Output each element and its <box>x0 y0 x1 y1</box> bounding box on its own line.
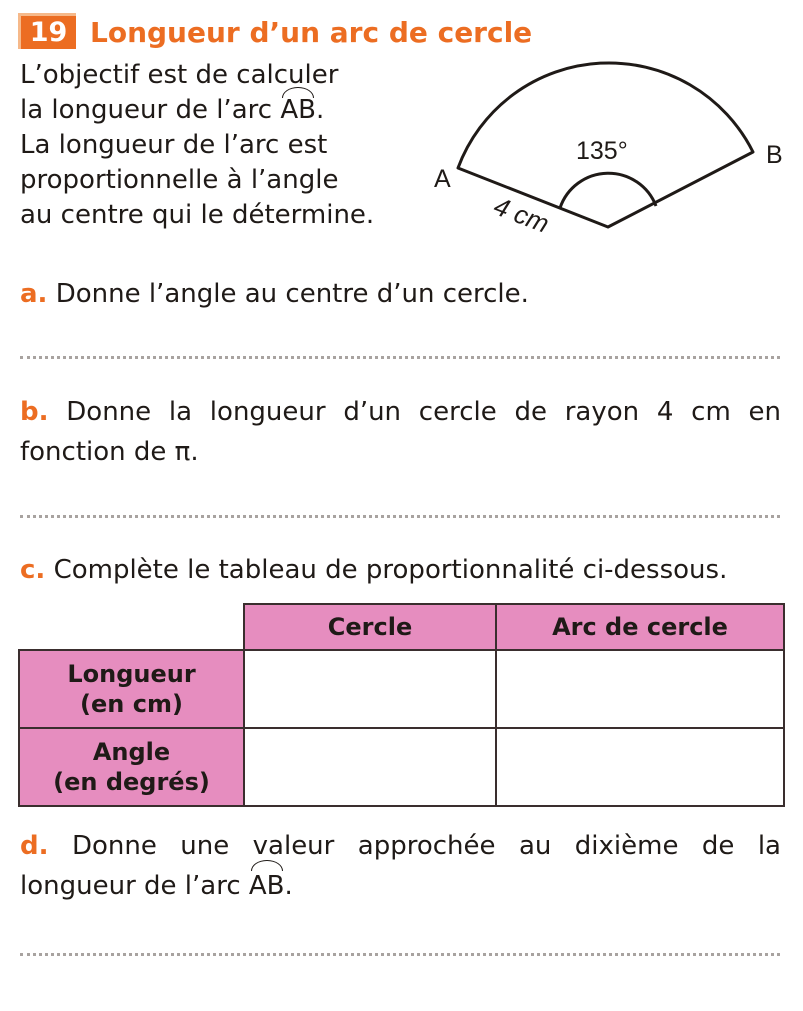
point-b-label: B <box>766 141 783 169</box>
arc-ab-notation: AB <box>280 93 316 128</box>
question-c <box>20 550 781 590</box>
col-header-cercle: Cercle <box>244 604 496 650</box>
table-corner <box>19 604 244 650</box>
cell-longueur-cercle[interactable] <box>244 650 496 728</box>
intro-line-punct: . <box>315 95 325 125</box>
angle-label: 135° <box>576 137 628 165</box>
cell-angle-cercle[interactable] <box>244 728 496 806</box>
cell-longueur-arc[interactable] <box>496 650 784 728</box>
question-d-text: Donne une valeur approchée au dixième de la longueur de l’arc <box>20 831 781 901</box>
question-d <box>20 826 781 906</box>
radius-label: 4 cm <box>489 190 554 239</box>
arc-ab-notation: AB <box>249 866 285 906</box>
row-header-angle <box>19 728 244 806</box>
exercise-number-badge <box>18 13 78 51</box>
intro-line: L’objectif est de calculer <box>20 60 339 90</box>
question-a <box>20 274 781 314</box>
question-d-punct: . <box>284 871 293 901</box>
answer-line-d[interactable] <box>20 953 780 956</box>
row-header-line: (en degrés) <box>53 768 210 796</box>
point-a-label: A <box>434 165 451 193</box>
col-header-arc: Arc de cercle <box>496 604 784 650</box>
sector-figure <box>420 55 803 265</box>
intro-line: proportionnelle à l’angle <box>20 165 339 195</box>
question-c-text: Complète le tableau de proportionnalité ci-dessous. <box>53 555 728 585</box>
cell-angle-arc[interactable] <box>496 728 784 806</box>
question-a-text: Donne l’angle au centre d’un cercle. <box>55 279 529 309</box>
answer-line-a[interactable] <box>20 356 780 359</box>
intro-line: La longueur de l’arc est <box>20 130 328 160</box>
question-b-label: b. <box>20 397 49 427</box>
answer-line-b[interactable] <box>20 515 780 518</box>
question-d-label: d. <box>20 831 49 861</box>
question-b-text: Donne la longueur d’un cercle de rayon 4 cm en fonction de π. <box>20 397 782 467</box>
exercise-number: 19 <box>21 16 76 49</box>
question-a-label: a. <box>20 279 48 309</box>
exercise-title: Longueur d’un arc de cercle <box>90 15 533 49</box>
intro-line: au centre qui le détermine. <box>20 200 375 230</box>
exercise-header <box>18 12 532 52</box>
row-header-longueur <box>19 650 244 728</box>
angle-arc-mark <box>560 173 656 208</box>
question-b <box>20 392 781 472</box>
proportionality-table <box>18 603 785 807</box>
row-header-line: (en cm) <box>80 690 183 718</box>
intro-paragraph <box>20 58 440 233</box>
intro-line <box>20 93 440 128</box>
row-header-line: Longueur <box>67 660 196 688</box>
intro-line-text: la longueur de l’arc <box>20 95 281 125</box>
row-header-line: Angle <box>92 738 171 766</box>
question-c-label: c. <box>20 555 46 585</box>
